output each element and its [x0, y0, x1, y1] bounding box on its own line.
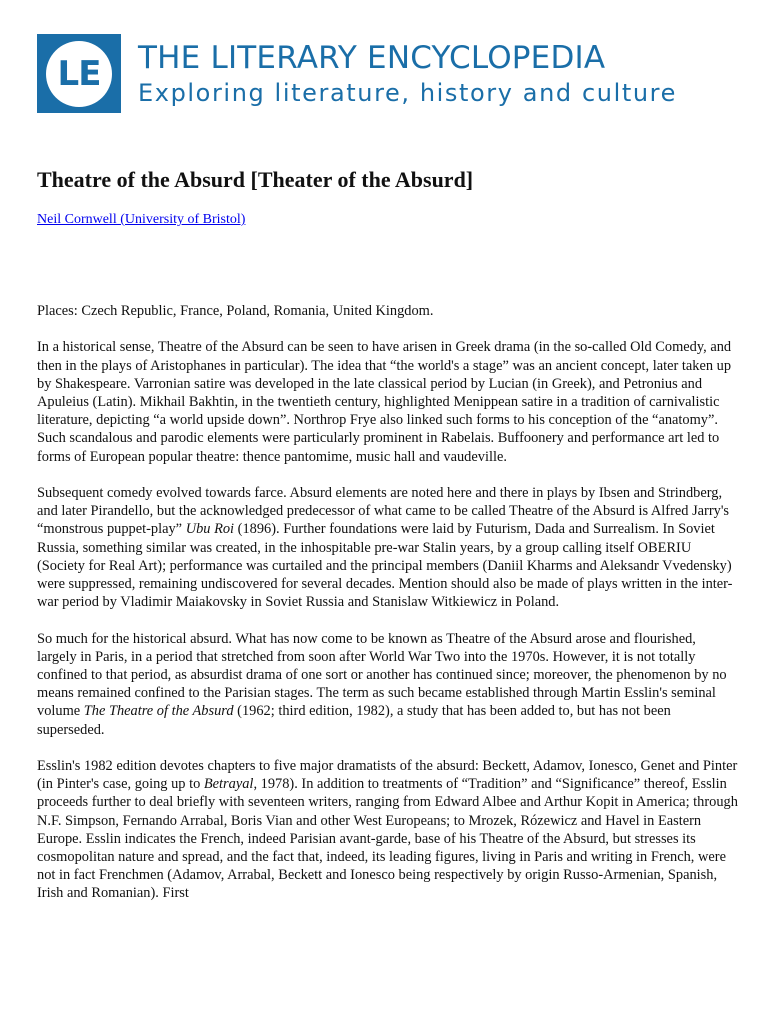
site-tagline: Exploring literature, history and culture [138, 79, 677, 107]
paragraph-text: (1962; third edition, 1982), a study that has been added to, but has not been superseded. [37, 703, 671, 738]
work-title: Ubu Roi [185, 521, 235, 538]
site-header [37, 34, 737, 114]
paragraph-historical: In a historical sense, Theatre of the Absurd can be seen to have arisen in Greek drama (in the so-called Old Comedy, and then in the plays of Aristophanes in particular). The idea that “the world's a stage” was an ancient concept, later taken up by Shakespeare. Varronian satire was developed in the late classical period by Lucian (in Greek), and Petronius and Apuleius (Latin). Mikhail Bakhtin, in the twentieth century, highlighted Menippean satire in a tradition of carnivalistic literature, depicting “a world upside down”. Northrop Frye also linked such forms to his conception of the “anatomy”. Such scandalous and parodic elements were particularly prominent in Rabelais. Buffoonery and performance art led to forms of European popular theatre: thence pantomime, music hall and vaudeville. [37, 339, 732, 465]
paragraph-text: Esslin's 1982 edition devotes chapters to five major dramatists of the absurd: Beckett, Adamov, Ionesco, Genet and Pinter (in Pinter's case, going up to [37, 758, 738, 793]
site-logo[interactable] [37, 34, 121, 113]
paragraph-text: Subsequent comedy evolved towards farce. Absurd elements are noted here and there in plays by Ibsen and Strindberg, and later Pirandello, but the acknowledged predecessor of what came to be called Theatre of the Absurd is Alfred Jarry's “monstrous puppet-play” [37, 485, 730, 538]
author-link[interactable]: Neil Cornwell (University of Bristol) [37, 212, 246, 227]
work-title: The Theatre of the Absurd [83, 703, 234, 720]
work-title: Betrayal [203, 776, 254, 793]
paragraph-paris [37, 630, 739, 739]
paragraph-text: So much for the historical absurd. What has now come to be known as Theatre of the Absurd arose and flourished, largely in Paris, in a period that stretched from soon after World War Two into the 1970s. However, it is not totally confined to that period, as absurdist drama of one sort or another has continued since; moreover, the phenomenon by no means remained confined to the Parisian stages. The term as such became established through Martin Esslin's seminal volume [37, 630, 727, 720]
paragraph-text: , 1978). In addition to treatments of “Tradition” and “Significance” thereof, Esslin proceeds further to deal briefly with seventeen writers, ranging from Edward Albee and Arthur Kopit in America; through N.F. Simpson, Fernando Arrabal, Boris Vian and other West Europeans; to Mrozek, Rózewicz and Havel in Eastern Europe. Esslin indicates the French, indeed Parisian avant-garde, base of his Theatre of the Absurd, but stresses its cosmopolitan nature and spread, and the fact that, indeed, its leading figures, living in Paris and writing in French, were not in fact Frenchmen (Adamov, Arrabal, Beckett and Ionesco being respectively by origin Russo-Armenian, Spanish, Irish and Romanian). First [37, 776, 738, 902]
paragraph-farce [37, 484, 739, 611]
logo-circle [46, 41, 112, 107]
paragraph-esslin [37, 757, 739, 903]
places-paragraph: Places: Czech Republic, France, Poland, Romania, United Kingdom. [37, 303, 434, 319]
logo-letters: LE [57, 54, 101, 94]
site-title[interactable]: THE LITERARY ENCYCLOPEDIA [138, 40, 606, 76]
paragraph-text: (1896). Further foundations were laid by Futurism, Dada and Surrealism. In Soviet Russia, something similar was created, in the inhospitable pre-war Stalin years, by a group calling itself OBERIU (Society for Real Art); performance was curtailed and the principal members (Daniil Kharms and Aleksandr Vvedensky) were suppressed, remaining undiscovered for several decades. Mention should also be made of plays written in the inter-war period by Vladimir Maiakovsky in Soviet Russia and Stanislaw Witkiewicz in Poland. [37, 521, 733, 611]
article-body [37, 302, 739, 921]
article-title: Theatre of the Absurd [Theater of the Absurd] [37, 167, 474, 192]
